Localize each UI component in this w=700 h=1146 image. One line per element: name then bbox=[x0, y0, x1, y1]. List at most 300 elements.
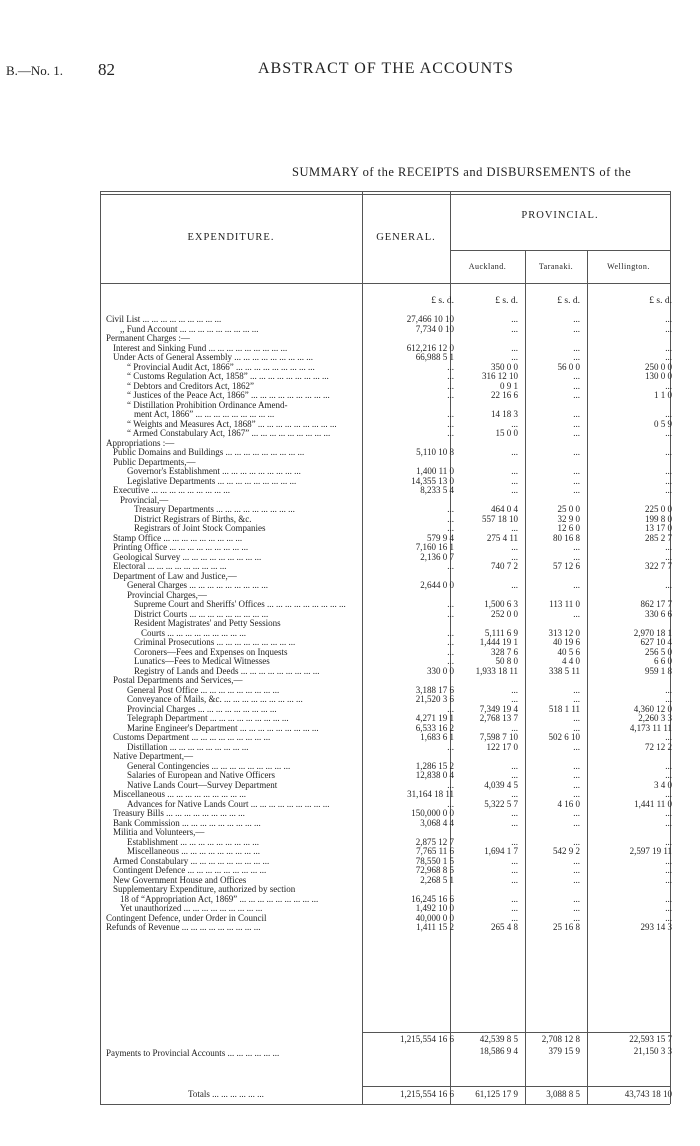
row-label: Coroners—Fees and Expenses on Inquests bbox=[134, 647, 288, 657]
totals-row bbox=[106, 1089, 671, 1099]
cell-general: 3,068 4 4 bbox=[420, 817, 454, 828]
row-label: “ Distillation Prohibition Ordinance Amend- bbox=[127, 400, 288, 410]
cell-general: ... bbox=[447, 380, 454, 391]
cell-wellington: 2,970 18 1 bbox=[633, 627, 672, 638]
cell-auckland: 275 4 11 bbox=[486, 532, 518, 543]
row-label: Lunatics—Fees to Medical Witnesses bbox=[134, 657, 270, 666]
summary-heading: SUMMARY of the RECEIPTS and DISBURSEMENTS of the bbox=[292, 165, 632, 179]
row-label: “ Customs Regulation Act, 1858” ... ... ... ... ... ... ... ... ... bbox=[127, 372, 329, 381]
currency-label: £ s. d. bbox=[495, 296, 518, 306]
cell-taranaki: ... bbox=[573, 760, 580, 771]
cell-auckland: ... bbox=[511, 817, 518, 828]
table-row bbox=[106, 391, 671, 401]
row-label: Provincial Charges ... ... ... ... ... ... ... ... ... bbox=[127, 704, 277, 714]
cell-general: 1,492 10 0 bbox=[415, 903, 454, 913]
taranaki-header: Taranaki. bbox=[538, 262, 574, 271]
cell-wellington: 627 10 4 bbox=[640, 637, 672, 647]
row-label: ,, Fund Account ... ... ... ... ... ... ... ... ... bbox=[120, 324, 259, 334]
cell-wellington: 2,597 19 11 bbox=[629, 846, 672, 856]
cell-auckland: ... bbox=[511, 808, 518, 818]
row-label: Telegraph Department ... ... ... ... ... ... ... ... ... bbox=[127, 714, 289, 723]
cell-auckland: ... bbox=[511, 314, 518, 324]
row-label: Provincial Charges,— bbox=[127, 590, 207, 600]
payments-label: Payments to Provincial Accounts ... ... ... ... ... ... bbox=[106, 1048, 280, 1058]
cell-general: 6,533 16 2 bbox=[415, 722, 454, 733]
cell-general: ... bbox=[447, 798, 454, 809]
cell-taranaki: ... bbox=[573, 817, 580, 828]
cell-general: 3,188 17 6 bbox=[415, 684, 454, 695]
cell-taranaki: 338 5 11 bbox=[548, 665, 580, 676]
totals-auckland: 61,125 17 9 bbox=[475, 1089, 518, 1099]
cell-wellington: ... bbox=[665, 912, 672, 923]
cell-auckland: ... bbox=[511, 770, 518, 780]
cell-wellington: 1,441 11 0 bbox=[634, 798, 672, 809]
totals-wellington: 43,743 18 10 bbox=[624, 1089, 672, 1099]
cell-general: ... bbox=[447, 779, 454, 790]
cell-taranaki: ... bbox=[573, 808, 580, 818]
cell-taranaki: ... bbox=[573, 770, 580, 780]
cell-wellington: ... bbox=[665, 903, 672, 913]
cell-general: 2,268 5 1 bbox=[420, 874, 454, 885]
cell-auckland: 265 4 8 bbox=[491, 922, 518, 932]
cell-general: 40,000 0 0 bbox=[415, 912, 454, 923]
table-row bbox=[106, 676, 671, 686]
row-label: Yet unauthorized ... ... ... ... ... ... ... ... ... bbox=[120, 904, 263, 913]
cell-general: ... bbox=[447, 418, 454, 429]
cell-auckland: 22 16 6 bbox=[491, 390, 518, 400]
cell-wellington: ... bbox=[665, 893, 672, 904]
cell-general: ... bbox=[447, 637, 454, 647]
cell-general: ... bbox=[447, 703, 454, 714]
cell-auckland: 2,768 13 7 bbox=[479, 713, 518, 723]
cell-auckland: ... bbox=[511, 836, 518, 847]
cell-taranaki: ... bbox=[573, 323, 580, 334]
row-label: Registry of Lands and Deeds ... ... ... ... ... ... ... ... ... bbox=[134, 666, 320, 676]
cell-taranaki: 542 9 2 bbox=[553, 846, 580, 856]
cell-general: ... bbox=[447, 561, 454, 571]
table-row bbox=[106, 496, 671, 506]
cell-taranaki: ... bbox=[573, 789, 580, 799]
cell-auckland: 0 9 1 bbox=[500, 380, 518, 391]
cell-general: ... bbox=[447, 646, 454, 657]
cell-taranaki: ... bbox=[573, 855, 580, 866]
cell-general: ... bbox=[447, 371, 454, 381]
row-label: Executive ... ... ... ... ... ... ... ... ... bbox=[113, 486, 230, 495]
cell-auckland: 15 0 0 bbox=[495, 428, 518, 438]
payments-wellington: 21,150 3 3 bbox=[633, 1046, 672, 1056]
row-label: Electoral ... ... ... ... ... ... ... ... ... bbox=[113, 562, 227, 571]
row-label: Bank Commission ... ... ... ... ... ... ... ... ... bbox=[113, 818, 261, 828]
cell-auckland: 122 17 0 bbox=[486, 741, 518, 752]
cell-taranaki: ... bbox=[573, 741, 580, 752]
cell-taranaki: ... bbox=[573, 551, 580, 562]
cell-taranaki: ... bbox=[573, 352, 580, 362]
cell-general: 7,765 11 6 bbox=[416, 846, 454, 856]
currency-label: £ s. d. bbox=[557, 296, 580, 306]
page-title: ABSTRACT OF THE ACCOUNTS bbox=[258, 60, 514, 77]
cell-auckland: ... bbox=[511, 485, 518, 495]
table-row bbox=[106, 458, 671, 468]
cell-taranaki: 313 12 0 bbox=[548, 627, 580, 638]
cell-wellington: ... bbox=[665, 485, 672, 495]
row-label: Geological Survey ... ... ... ... ... ... ... ... ... bbox=[113, 552, 262, 562]
row-label: Appropriations :— bbox=[106, 438, 175, 448]
table-row bbox=[106, 505, 671, 515]
table-row bbox=[106, 610, 671, 620]
row-label: Contingent Defence, under Order in Council bbox=[106, 913, 267, 923]
cell-general: 5,110 10 8 bbox=[416, 447, 454, 457]
cell-wellington: ... bbox=[665, 580, 672, 590]
table-row bbox=[106, 923, 671, 933]
cell-taranaki: 25 0 0 bbox=[557, 504, 580, 514]
row-label: New Government House and Offices bbox=[113, 875, 247, 885]
row-label: Treasury Departments ... ... ... ... ... ... ... ... ... bbox=[134, 505, 295, 514]
table-row bbox=[106, 629, 671, 639]
table-row bbox=[106, 534, 671, 544]
row-label: “ Armed Constabulary Act, 1867” ... ... ... ... ... ... ... ... ... bbox=[127, 429, 331, 438]
cell-general: 31,164 18 11 bbox=[407, 789, 454, 799]
cell-general: ... bbox=[447, 523, 454, 533]
row-label: Courts ... ... ... ... ... ... ... ... ... bbox=[141, 628, 247, 638]
cell-taranaki: ... bbox=[573, 684, 580, 695]
cell-auckland: 1,500 6 3 bbox=[484, 599, 518, 609]
cell-auckland: 5,111 6 9 bbox=[484, 627, 518, 638]
totals-label: Totals ... ... ... ... ... ... bbox=[188, 1089, 264, 1099]
document-reference: B.—No. 1. bbox=[6, 63, 64, 78]
cell-wellington: ... bbox=[665, 352, 672, 362]
row-label: Native Lands Court—Survey Department bbox=[127, 780, 278, 790]
row-label: Governor's Establishment ... ... ... ... ... ... ... ... ... bbox=[127, 467, 301, 476]
provincial-header: PROVINCIAL. bbox=[521, 210, 599, 221]
row-label: General Contingencies ... ... ... ... ... ... ... ... ... bbox=[127, 761, 291, 771]
row-label: Postal Departments and Services,— bbox=[113, 676, 243, 685]
cell-auckland: ... bbox=[511, 893, 518, 904]
cell-taranaki: ... bbox=[573, 722, 580, 733]
cell-auckland: ... bbox=[511, 342, 518, 353]
table-row bbox=[106, 724, 671, 734]
table-row bbox=[106, 382, 671, 392]
totals-taranaki: 3,088 8 5 bbox=[546, 1089, 580, 1099]
table-row bbox=[106, 439, 671, 449]
cell-general: 27,466 10 10 bbox=[406, 314, 454, 324]
row-label: Conveyance of Mails, &c. ... ... ... ... ... ... ... ... ... bbox=[127, 695, 303, 704]
cell-wellington: 1 1 0 bbox=[654, 390, 672, 400]
cell-taranaki: ... bbox=[573, 314, 580, 324]
table-row bbox=[106, 838, 671, 848]
row-label: Resident Magistrates' and Petty Sessions bbox=[134, 619, 281, 628]
table-row bbox=[106, 410, 671, 420]
cell-taranaki: ... bbox=[573, 713, 580, 723]
table-row bbox=[106, 800, 671, 810]
payments-row bbox=[106, 1046, 671, 1056]
table-row bbox=[106, 667, 671, 677]
cell-taranaki: ... bbox=[573, 418, 580, 429]
row-label: “ Debtors and Creditors Act, 1862” bbox=[127, 381, 254, 391]
cell-wellington: ... bbox=[665, 836, 672, 847]
cell-wellington: ... bbox=[665, 855, 672, 866]
table-row bbox=[106, 648, 671, 658]
table-row bbox=[106, 448, 671, 458]
cell-taranaki: ... bbox=[573, 390, 580, 400]
cell-taranaki: 4 16 0 bbox=[557, 798, 580, 809]
cell-auckland: ... bbox=[511, 855, 518, 866]
cell-general: ... bbox=[447, 390, 454, 400]
cell-taranaki: ... bbox=[573, 447, 580, 457]
table-row bbox=[106, 714, 671, 724]
table-body bbox=[106, 297, 671, 933]
table-row bbox=[106, 581, 671, 591]
row-label: Public Domains and Buildings ... ... ... ... ... ... ... ... ... bbox=[113, 448, 305, 457]
table-row bbox=[106, 591, 671, 601]
row-label: Advances for Native Lands Court ... ... ... ... ... ... ... ... ... bbox=[127, 799, 330, 809]
row-label: Provincial,— bbox=[120, 495, 169, 505]
cell-general: 16,245 16 6 bbox=[411, 893, 454, 904]
cell-general: 2,136 0 7 bbox=[420, 551, 454, 562]
cell-wellington: ... bbox=[665, 428, 672, 438]
row-label: Treasury Bills ... ... ... ... ... ... ... ... ... bbox=[113, 809, 245, 818]
page-number: 82 bbox=[98, 60, 115, 79]
row-label: Distillation ... ... ... ... ... ... ... ... ... bbox=[127, 742, 249, 752]
row-label: Civil List ... ... ... ... ... ... ... ... ... bbox=[106, 315, 222, 324]
cell-general: ... bbox=[447, 513, 454, 524]
cell-auckland: ... bbox=[511, 475, 518, 486]
expenditure-rows bbox=[106, 315, 671, 933]
cell-auckland: ... bbox=[511, 722, 518, 733]
cell-wellington: ... bbox=[665, 684, 672, 695]
table-row bbox=[106, 401, 671, 411]
cell-auckland: ... bbox=[511, 551, 518, 562]
table-row bbox=[106, 771, 671, 781]
cell-wellington: 0 5 9 bbox=[654, 418, 672, 429]
row-label: Refunds of Revenue ... ... ... ... ... ... ... ... ... bbox=[106, 923, 261, 932]
cell-auckland: 5,322 5 7 bbox=[484, 798, 518, 809]
table-row bbox=[106, 828, 671, 838]
auckland-header: Auckland. bbox=[468, 262, 507, 271]
row-label: Contingent Defence ... ... ... ... ... ... ... ... ... bbox=[113, 866, 267, 875]
row-label: Permanent Charges :— bbox=[106, 334, 190, 343]
cell-taranaki: 32 9 0 bbox=[557, 513, 580, 524]
cell-general: 1,400 11 0 bbox=[416, 466, 454, 476]
row-label: Stamp Office ... ... ... ... ... ... ... ... ... bbox=[113, 533, 243, 543]
row-label: Customs Department ... ... ... ... ... ... ... ... ... bbox=[113, 733, 271, 742]
cell-taranaki: ... bbox=[573, 865, 580, 875]
cell-taranaki: 57 12 6 bbox=[553, 561, 580, 571]
row-label: Department of Law and Justice,— bbox=[113, 571, 237, 581]
cell-wellington: 322 7 7 bbox=[645, 561, 672, 571]
cell-auckland: 14 18 3 bbox=[491, 409, 518, 419]
row-label: Miscellaneous ... ... ... ... ... ... ... ... ... bbox=[127, 847, 260, 856]
cell-wellington: ... bbox=[665, 409, 672, 419]
cell-auckland: ... bbox=[511, 466, 518, 476]
cell-auckland: 328 7 6 bbox=[491, 646, 518, 657]
table-row bbox=[106, 733, 671, 743]
row-label: Supreme Court and Sheriffs' Offices ... ... ... ... ... ... ... ... ... bbox=[134, 600, 346, 609]
cell-general: ... bbox=[447, 361, 454, 372]
table-row bbox=[106, 705, 671, 715]
table-row bbox=[106, 904, 671, 914]
cell-wellington: 285 2 7 bbox=[645, 532, 672, 543]
cell-general: 1,683 6 1 bbox=[420, 732, 454, 742]
cell-taranaki: ... bbox=[573, 893, 580, 904]
cell-general: ... bbox=[447, 599, 454, 609]
table-row bbox=[106, 885, 671, 895]
table-row bbox=[106, 600, 671, 610]
cell-auckland: 316 12 10 bbox=[482, 371, 518, 381]
cell-taranaki: ... bbox=[573, 380, 580, 391]
currency-label: £ s. d. bbox=[649, 296, 672, 306]
cell-taranaki: 40 19 6 bbox=[553, 637, 580, 647]
cell-wellington: ... bbox=[665, 770, 672, 780]
cell-wellington: 225 0 0 bbox=[645, 504, 672, 514]
cell-taranaki: ... bbox=[573, 580, 580, 590]
cell-auckland: 350 0 0 bbox=[491, 361, 518, 372]
cell-general: 579 9 4 bbox=[427, 532, 454, 543]
cell-taranaki: ... bbox=[573, 903, 580, 913]
cell-general: ... bbox=[447, 504, 454, 514]
cell-wellington: 250 0 0 bbox=[645, 361, 672, 372]
cell-wellington: ... bbox=[665, 808, 672, 818]
cell-auckland: ... bbox=[511, 760, 518, 771]
cell-auckland: ... bbox=[511, 542, 518, 552]
cell-wellington: ... bbox=[665, 551, 672, 562]
cell-taranaki: 4 4 0 bbox=[562, 656, 580, 666]
cell-auckland: ... bbox=[511, 352, 518, 362]
row-label: Armed Constabulary ... ... ... ... ... ... ... ... ... bbox=[113, 856, 270, 866]
table-row bbox=[106, 695, 671, 705]
cell-general: 7,734 0 10 bbox=[415, 323, 454, 334]
cell-taranaki: ... bbox=[573, 874, 580, 885]
payments-taranaki: 379 15 9 bbox=[548, 1046, 580, 1056]
totals-general: 1,215,554 16 6 bbox=[400, 1089, 454, 1099]
row-label: Establishment ... ... ... ... ... ... ... ... ... bbox=[127, 837, 259, 847]
row-label: Native Department,— bbox=[113, 752, 193, 761]
cell-wellington: 959 1 8 bbox=[645, 665, 672, 676]
cell-wellington: 293 14 3 bbox=[640, 922, 672, 932]
cell-taranaki: ... bbox=[573, 409, 580, 419]
row-label: Interest and Sinking Fund ... ... ... ... ... ... ... ... ... bbox=[113, 343, 288, 353]
general-header: GENERAL. bbox=[376, 232, 436, 243]
cell-auckland: 7,598 7 10 bbox=[479, 732, 518, 742]
cell-auckland: 252 0 0 bbox=[491, 608, 518, 619]
row-label: “ Weights and Measures Act, 1868” ... ... ... ... ... ... ... ... ... bbox=[127, 419, 337, 429]
cell-taranaki: ... bbox=[573, 608, 580, 619]
wellington-header: Wellington. bbox=[607, 262, 650, 271]
cell-general: 78,550 1 5 bbox=[415, 855, 454, 866]
cell-wellington: ... bbox=[665, 542, 672, 552]
table-row bbox=[106, 790, 671, 800]
cell-general: ... bbox=[447, 428, 454, 438]
cell-taranaki: ... bbox=[573, 485, 580, 495]
cell-wellington: 4,173 11 11 bbox=[629, 722, 672, 733]
table-row bbox=[106, 562, 671, 572]
cell-wellington: ... bbox=[665, 466, 672, 476]
currency-row bbox=[106, 297, 671, 315]
table-row bbox=[106, 914, 671, 924]
cell-wellington: ... bbox=[665, 342, 672, 353]
table-row bbox=[106, 876, 671, 886]
expenditure-header: EXPENDITURE. bbox=[187, 232, 275, 243]
table-row bbox=[106, 477, 671, 487]
cell-general: 1,286 15 2 bbox=[415, 760, 454, 771]
cell-auckland: 740 7 2 bbox=[491, 561, 518, 571]
cell-general: 330 0 0 bbox=[427, 665, 454, 676]
row-label: Salaries of European and Native Officers bbox=[127, 771, 276, 780]
cell-wellington: ... bbox=[665, 694, 672, 704]
row-label: District Registrars of Births, &c. bbox=[134, 514, 252, 524]
cell-auckland: 4,039 4 5 bbox=[484, 779, 518, 790]
cell-taranaki: 25 16 8 bbox=[553, 922, 580, 932]
table-row bbox=[106, 847, 671, 857]
cell-general: 612,216 12 0 bbox=[406, 342, 454, 353]
cell-general: 2,644 0 0 bbox=[420, 580, 454, 590]
currency-label: £ s. d. bbox=[431, 296, 454, 306]
cell-wellington: 199 8 0 bbox=[645, 513, 672, 524]
cell-wellington: 862 17 7 bbox=[640, 599, 672, 609]
table-row bbox=[106, 515, 671, 525]
cell-taranaki: 113 11 0 bbox=[549, 599, 580, 609]
table-row bbox=[106, 619, 671, 629]
cell-auckland: ... bbox=[511, 418, 518, 429]
cell-wellington: 6 6 0 bbox=[654, 656, 672, 666]
cell-wellington: ... bbox=[665, 447, 672, 457]
cell-wellington: 256 5 0 bbox=[645, 646, 672, 657]
cell-auckland: 1,933 18 11 bbox=[475, 665, 518, 676]
cell-wellington: 4,360 12 0 bbox=[633, 703, 672, 714]
cell-general: 4,271 19 1 bbox=[415, 713, 454, 723]
cell-wellington: ... bbox=[665, 475, 672, 486]
cell-taranaki: ... bbox=[573, 371, 580, 381]
row-label: Militia and Volunteers,— bbox=[113, 828, 205, 837]
table-row bbox=[106, 344, 671, 354]
table-row bbox=[106, 895, 671, 905]
row-label: Supplementary Expenditure, authorized by section bbox=[113, 885, 296, 894]
table-row bbox=[106, 686, 671, 696]
cell-taranaki: ... bbox=[573, 779, 580, 790]
table-row bbox=[106, 553, 671, 563]
payments-auckland: 18,586 9 4 bbox=[479, 1046, 518, 1056]
table-row bbox=[106, 762, 671, 772]
cell-auckland: 1,444 19 1 bbox=[479, 637, 518, 647]
cell-general: 21,520 3 6 bbox=[415, 694, 454, 704]
cell-taranaki: 80 16 8 bbox=[553, 532, 580, 543]
cell-general: 2,875 12 7 bbox=[415, 836, 454, 847]
cell-wellington: ... bbox=[665, 732, 672, 742]
table-row bbox=[106, 819, 671, 829]
cell-general: 12,838 0 4 bbox=[415, 770, 454, 780]
table-row bbox=[106, 752, 671, 762]
cell-wellington: ... bbox=[665, 789, 672, 799]
row-label: Printing Office ... ... ... ... ... ... ... ... ... bbox=[113, 543, 249, 552]
cell-wellington: 72 12 2 bbox=[645, 741, 672, 752]
row-label: District Courts ... ... ... ... ... ... ... ... ... bbox=[134, 609, 269, 619]
table-row bbox=[106, 363, 671, 373]
cell-auckland: ... bbox=[511, 874, 518, 885]
table-row bbox=[106, 543, 671, 553]
table-row bbox=[106, 420, 671, 430]
cell-general: ... bbox=[447, 409, 454, 419]
table-row bbox=[106, 638, 671, 648]
table-row bbox=[106, 743, 671, 753]
cell-wellington: 3 4 0 bbox=[654, 779, 672, 790]
subtotal-row bbox=[106, 1034, 671, 1044]
cell-general: 7,160 16 1 bbox=[415, 542, 454, 552]
cell-general: 150,000 0 0 bbox=[411, 808, 454, 818]
row-label: Legislative Departments ... ... ... ... ... ... ... ... ... bbox=[127, 476, 297, 486]
table-row bbox=[106, 353, 671, 363]
cell-wellington: 330 6 6 bbox=[645, 608, 672, 619]
cell-taranaki: ... bbox=[573, 475, 580, 486]
cell-auckland: ... bbox=[511, 447, 518, 457]
